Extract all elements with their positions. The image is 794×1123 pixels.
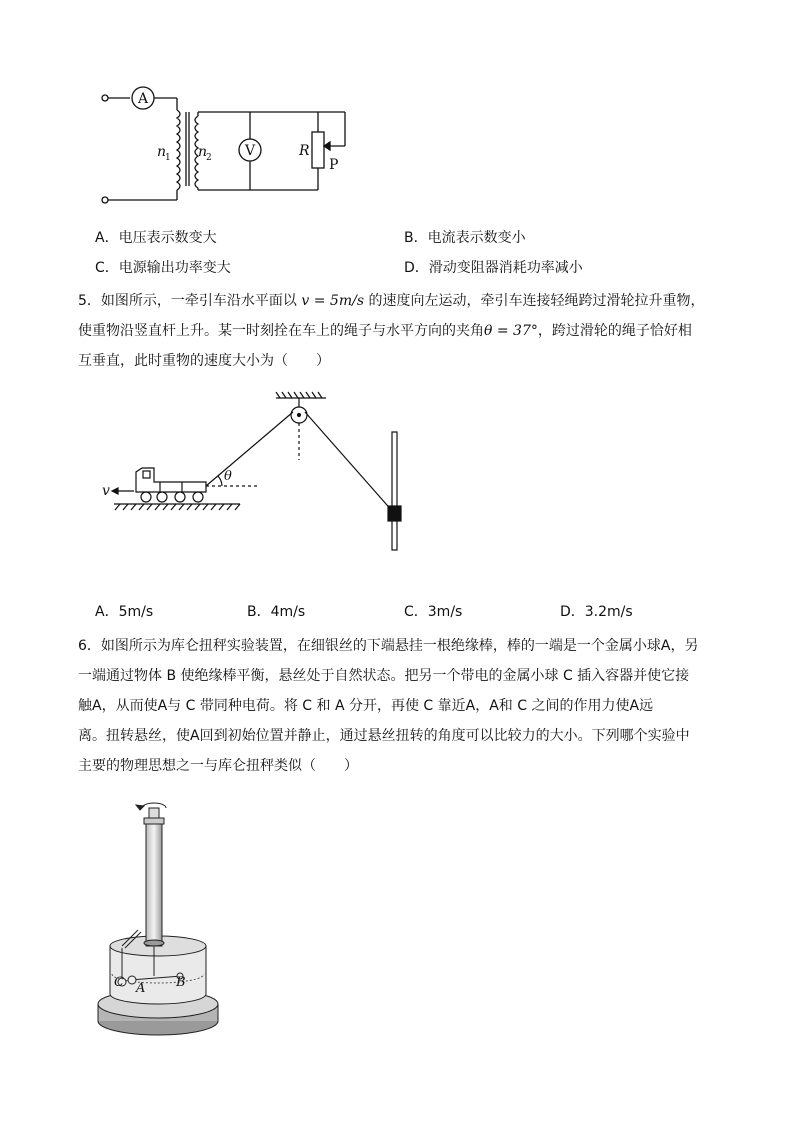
q4-option-d[interactable]: D．滑动变阻器消耗功率减小: [404, 260, 583, 276]
q6-stem: [78, 631, 718, 781]
torsion-balance-figure: [92, 796, 232, 1041]
q5-line-1: [78, 286, 718, 316]
q5-text-4: ，跨过滑轮的绳子恰好相: [537, 323, 692, 339]
truck-pulley-figure: [98, 380, 418, 560]
q6-line-3: 触A，从而使A与 C 带同种电荷。将 C 和 A 分开，再使 C 靠近A，A和 C 之间的作用力使A远: [78, 698, 654, 714]
q5-option-a[interactable]: A．5m/s: [95, 604, 154, 620]
voltmeter-label: V: [244, 143, 256, 159]
label-b: B: [176, 975, 186, 990]
q5-text-2: 的速度向左运动，牵引车连接轻绳跨过滑轮拉升重物，: [368, 293, 705, 309]
q5-velocity: v = 5m/s: [301, 293, 364, 309]
q6-line-2: 一端通过物体 B 使绝缘棒平衡，悬丝处于自然状态。把另一个带电的金属小球 C 插入容器并使它接: [78, 668, 690, 684]
q4-option-c[interactable]: C．电源输出功率变大: [95, 260, 231, 276]
coil1-label: n: [157, 144, 167, 160]
coil2-subscript: 2: [206, 153, 212, 163]
q5-angle: θ = 37°: [484, 323, 538, 339]
label-c: C: [114, 975, 124, 990]
velocity-label: v: [102, 483, 110, 499]
coil1-subscript: 1: [165, 153, 171, 163]
q5-line-2: [78, 316, 718, 346]
q6-line-4: 离。扭转悬丝，使A回到初始位置并静止，通过悬丝扭转的角度可以比较力的大小。下列哪个实验中: [78, 728, 690, 744]
q5-stem: [78, 286, 718, 376]
ammeter-label: A: [137, 91, 149, 107]
q4-option-a[interactable]: A．电压表示数变大: [95, 230, 217, 246]
q5-option-d[interactable]: D．3.2m/s: [560, 604, 633, 620]
slider-label: P: [329, 157, 339, 173]
q5-number: 5．: [78, 293, 101, 309]
q5-line-3: 互垂直，此时重物的速度大小为（ ）: [78, 353, 330, 369]
q4-option-b[interactable]: B．电流表示数变小: [404, 230, 526, 246]
q6-line-5: 主要的物理思想之一与库仑扭秤类似（ ）: [78, 758, 358, 774]
label-a: A: [136, 981, 146, 996]
q5-option-c[interactable]: C．3m/s: [404, 604, 463, 620]
q5-option-b[interactable]: B．4m/s: [247, 604, 306, 620]
angle-label: θ: [224, 469, 232, 484]
transformer-circuit-figure: [95, 82, 365, 212]
resistor-label: R: [299, 143, 310, 159]
q5-text-1: 如图所示，一牵引车沿水平面以: [100, 293, 297, 309]
coil2-label: n: [198, 144, 208, 160]
q5-text-3: 使重物沿竖直杆上升。某一时刻拴在车上的绳子与水平方向的夹角: [78, 323, 484, 339]
q6-line-1: 6．如图所示为库仑扭秤实验装置，在细银丝的下端悬挂一根绝缘棒，棒的一端是一个金属小球A，另: [78, 638, 699, 654]
